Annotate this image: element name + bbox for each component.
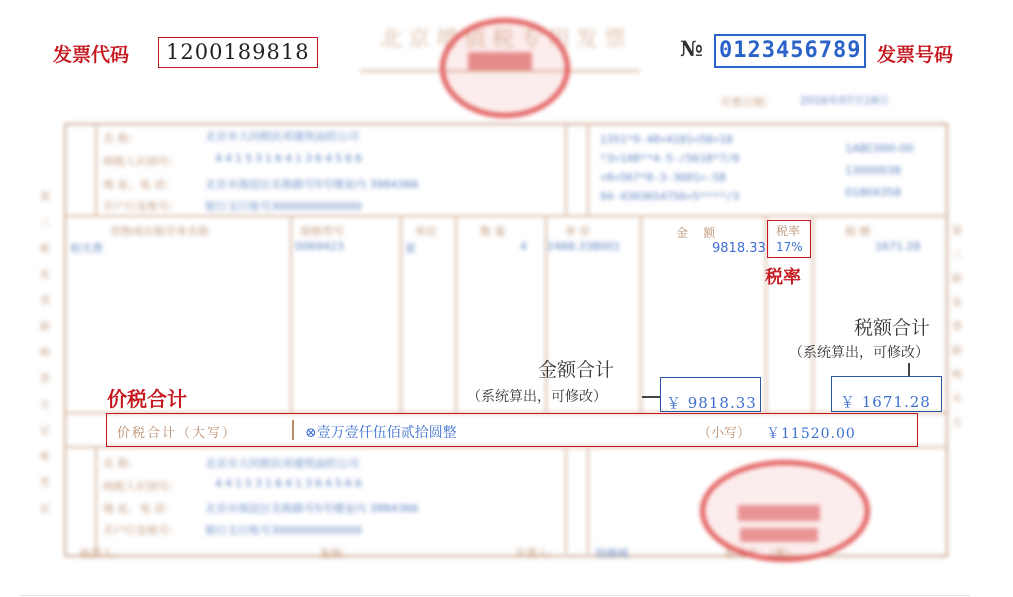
amount-header: 金 额	[676, 226, 716, 240]
invoice-code-label: 发票代码	[53, 44, 130, 66]
invoice-background: 北京增值税专用发票 开票日期： 2016年07月18日 名 称： 北京市大同根民邦建筑面的公司 纳税人识别号： 441531641364566 地 址、电 话： 北京市海淀区名称路号5号楼室内 3984366 开户行及账号： 银行支行账号3000000000000 1351*9-40+4181<58+18 *3>148**4-5-/5618*7/0 +8+567*8-3-3681>-58 94-4393654756+5****/3 1ABC000-00 13000038 01804358 货物或应税劳务名称 规格型号 单位 数 量 单 价 税 额 相关费 0069423 套 4 2468.338001 1671.28 第 三 联 发 票 联 购 货 方 记 账 凭 证 第 三 联 发 票 联 购 买 方 名 称： 北京市大同根民邦建筑面的公司 纳税人识别号： 441531641364566 地 址、电 话： 北京市海淀区名称路号5号楼室内 3984366 开户行及账号： 银行支行账号3000000000000 收款人： 复核： 开票人： 钱楼城 销售方：（章）	[0, 0, 1013, 597]
upper-amount: ⊗壹万壹仟伍佰贰拾圆整	[305, 425, 457, 441]
invoice-number-label: 发票号码	[877, 44, 954, 66]
invoice-title-blur: 北京增值税专用发票	[380, 27, 633, 52]
tax-total-note: （系统算出，可修改）	[789, 345, 929, 361]
amount-total-connector	[642, 396, 660, 398]
tax-total-title: 税额合计	[854, 317, 931, 339]
amount-total-title: 金额合计	[538, 359, 615, 381]
invoice-number-value: 0123456789	[714, 34, 866, 68]
tax-total-value: ￥ 1671.28	[840, 393, 931, 411]
amount-value: 9818.33	[712, 241, 766, 256]
tax-rate-annotation: 税率	[765, 267, 801, 288]
invoice-code-value: 1200189818	[158, 37, 318, 68]
row-separator	[292, 420, 294, 440]
small-amount: ￥11520.00	[766, 426, 856, 442]
tax-rate-header: 税率	[776, 224, 801, 238]
page-divider	[20, 595, 970, 596]
number-prefix: №	[680, 36, 703, 61]
tax-rate-value: 17%	[776, 240, 803, 254]
small-amount-label: （小写）	[698, 426, 751, 441]
price-tax-total-row-label: 价税合计（大写）	[117, 426, 238, 441]
amount-total-value: ￥ 9818.33	[666, 394, 757, 412]
amount-total-note: （系统算出，可修改）	[467, 389, 607, 405]
price-tax-total-annotation: 价税合计	[107, 387, 187, 411]
tax-total-connector	[908, 363, 910, 377]
